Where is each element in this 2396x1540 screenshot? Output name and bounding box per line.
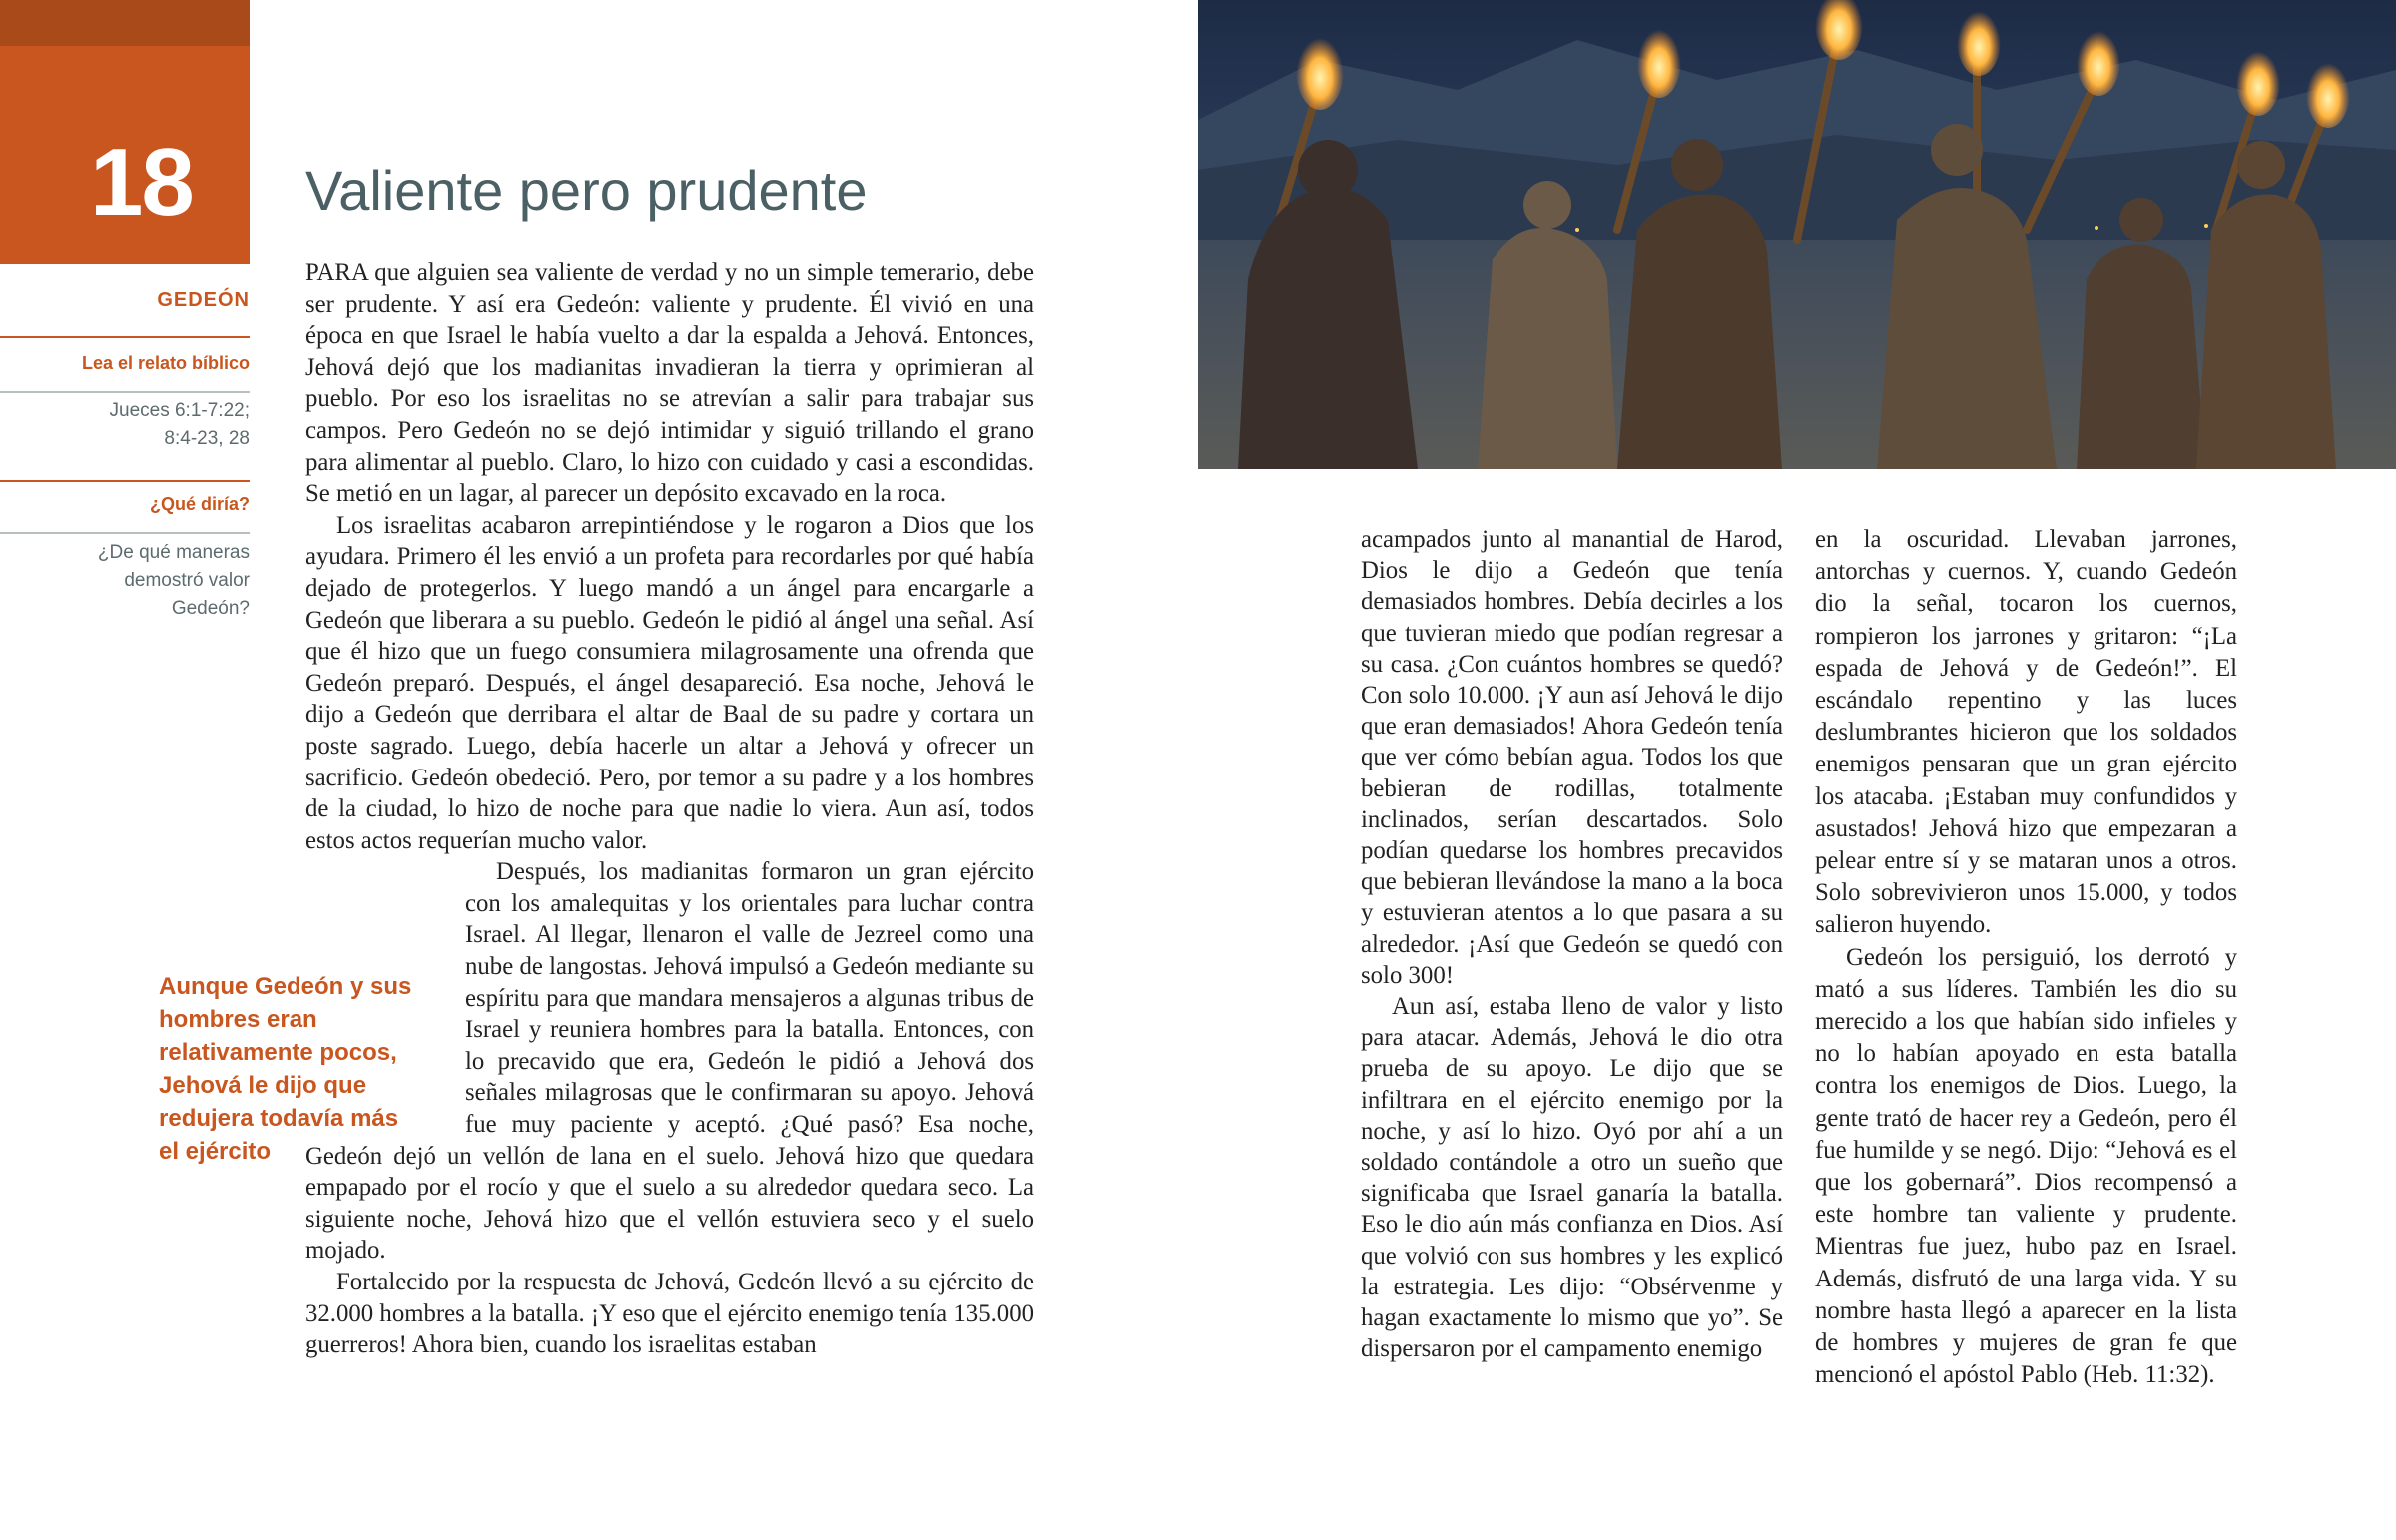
- pull-quote-gap: [305, 856, 465, 1116]
- paragraph: Fortalecido por la respuesta de Jehová, Gedeón llevó a su ejército de 32.000 hombres a la batalla. ¡Y eso que el ejército enemigo tenía 135.000 guerreros! Ahora bien, cuando los israelitas estaban: [305, 1269, 1034, 1359]
- sidebar-divider: [0, 532, 250, 534]
- paragraph: acampados junto al manantial de Harod, Dios le dijo a Gedeón que tenía demasiados hombres. Debía decirles a los que tuvieran miedo que podían regresar a su casa. ¿Con cuántos hombres se quedó? Con solo 10.000. ¡Y aun así Jehová le dijo que eran demasiados! Ahora Gedeón tenía que ver cómo bebían agua. Todos los que bebieran de rodillas, totalmente inclinados, serían descartados. Solo podían quedarse los hombres precavidos que bebieran llevándose la mano a la boca y estuvieran atentos a lo que pasara a su alrededor. ¡Así que Gedeón se quedó con solo 300!: [1361, 526, 1783, 989]
- paragraph: Aun así, estaba lleno de valor y listo para atacar. Además, Jehová le dio otra prueba de su apoyo. Le dijo que se infiltrara en el ejército enemigo por la noche, y así lo hizo. Oyó por ahí a un soldado contándole a otro un sueño que significaba que Israel ganaría la batalla. Eso le dio aún más confianza en Dios. Así que volvió con sus hombres y les explicó la estrategia. Les dijo: “Obsérvenme y hagan exactamente lo mismo que yo”. Se dispersaron por el campamento enemigo: [1361, 993, 1783, 1363]
- pull-quote: Aunque Gedeón y sus hombres eran relativamente pocos, Jehová le dijo que redujera todavía más el ejército: [159, 973, 412, 1165]
- question-line2: demostró valor: [124, 570, 250, 591]
- paragraph: en la oscuridad. Llevaban jarrones, antorchas y cuernos. Y, cuando Gedeón dio la señal, tocaron los cuernos, rompieron los jarrones y gritaron: “¡La espada de Jehová y de Gedeón!”. El escándalo repentino y las luces deslumbrantes hicieron que los soldados enemigos pensaran que un gran ejército los atacaba. ¡Estaban muy confundidos y asustados! Jehová hizo que empezaran a pelear entre sí y se mataran unos a otros. Solo sobrevivieron unos 15.000, y todos salieron huyendo.: [1815, 526, 2237, 939]
- paragraph: Después, los madianitas formaron un gran ejército con los amalequitas y los orientales para luchar contra Israel. Al llegar, llenaron el valle de Jezreel como una nube de langostas. Jehová impulsó a Gedeón mediante su espíritu para que mandara mensajeros a algunas tribus de Israel y reuniera hombres para la batalla. Entonces, con lo precavido que era, Gedeón le pidió a Jehová dos señales milagrosas que le confirmaran su apoyo. Jehová fue muy paciente y aceptó. ¿Qué pasó? Esa noche, Gedeón dejó un vellón de lana en el suelo. Jehová hizo que quedara empapado por el rocío y que el suelo a su alrededor quedara seco. La siguiente noche, Jehová hizo que el vellón estuviera seco y el suelo mojado.: [305, 858, 1034, 1265]
- character-name: GEDEÓN: [157, 289, 250, 311]
- sidebar-divider: [0, 391, 250, 393]
- question-line3: Gedeón?: [171, 598, 250, 619]
- sidebar-divider: [0, 480, 250, 482]
- gideon-night-attack-illustration: [1198, 0, 2396, 469]
- lesson-title: Valiente pero prudente: [305, 159, 868, 222]
- body-column-3: [1815, 524, 2237, 1391]
- body-column-1: [305, 257, 1034, 1361]
- paragraph: Gedeón los persiguió, los derrotó y mató a sus líderes. También les dio su merecido a los que habían sido infieles y no lo habían apoyado en esta batalla contra los enemigos de Dios. Luego, la gente trató de hacer rey a Gedeón, pero él fue humilde y se negó. Dijo: “Jehová es el que los gobernará”. Dios recompensó a este hombre tan valiente y prudente. Mientras fue juez, hubo paz en Israel. Además, disfrutó de una larga vida. Y su nombre hasta llegó a aparecer en la lista de hombres y mujeres de gran fe que mencionó el apóstol Pablo (Heb. 11:32).: [1815, 943, 2237, 1389]
- paragraph: PARA que alguien sea valiente de verdad y no un simple temerario, debe ser prudente. Y así era Gedeón: valiente y prudente. Él vivió en una época en que Israel le había vuelto a dar la espalda a Jehová. Entonces, Jehová dejó que los madianitas invadieran la tierra y oprimieran al pueblo. Por eso los israelitas no se atrevían a salir para trabajar sus campos. Pero Gedeón no se dejó intimidar y siguió trillando el grano para alimentar al pueblo. Claro, lo hizo con cuidado y casi a escondidas. Se metió en un lagar, al parecer un depósito excavado en la roca.: [305, 259, 1034, 508]
- question-line1: ¿De qué maneras: [97, 542, 250, 563]
- body-column-2: [1361, 524, 1783, 1364]
- read-account-label: Lea el relato bíblico: [81, 353, 250, 373]
- lesson-block-band: [0, 0, 250, 46]
- bible-reference-line1: Jueces 6:1-7:22;: [109, 400, 250, 421]
- paragraph: Los israelitas acabaron arrepintiéndose y le rogaron a Dios que los ayudara. Primero él les envió a un profeta para recordarles por qué había dejado de protegerlos. Y luego mandó a un ángel para encargarle a Gedeón que liberara a su pueblo. Gedeón le pidió al ángel una señal. Así que él hizo que un fuego consumiera milagrosamente una ofrenda que Gedeón preparó. Después, el ángel desapareció. Esa noche, Jehová le dijo a Gedeón que derribara el altar de Baal de su padre y cortara un poste sagrado. Luego, debía hacerle un altar a Jehová y ofrecer un sacrificio. Gedeón obedeció. Pero, por temor a su padre y a los hombres de la ciudad, lo hizo de noche para que nadie lo viera. Aun así, todos estos actos requerían mucho valor.: [305, 511, 1034, 854]
- question-label: ¿Qué diría?: [149, 494, 250, 514]
- lesson-number-block: [0, 0, 250, 264]
- bible-reference-line2: 8:4-23, 28: [164, 428, 250, 449]
- sidebar-divider: [0, 336, 250, 338]
- lesson-number: 18: [90, 129, 193, 236]
